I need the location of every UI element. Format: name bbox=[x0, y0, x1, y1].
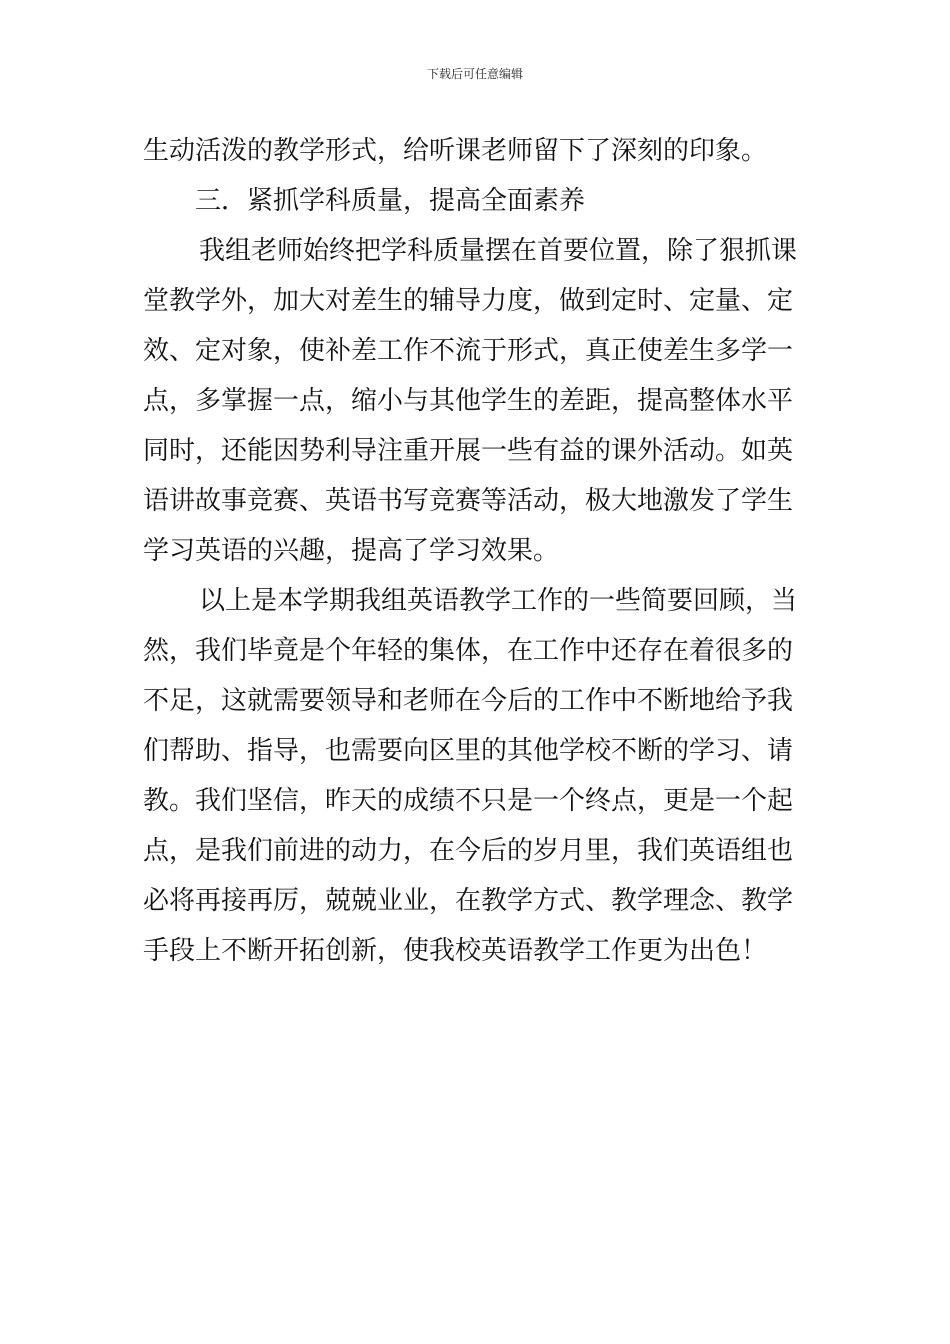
document-body bbox=[143, 126, 807, 976]
text-line: 教。我们坚信，昨天的成绩不只是一个终点，更是一个起 bbox=[143, 786, 794, 816]
text-line: 生动活泼的教学形式，给听课老师留下了深刻的印象。 bbox=[143, 136, 768, 166]
paragraph-quality bbox=[143, 226, 807, 576]
paragraph-continuation bbox=[143, 126, 807, 176]
text-line: 不足，这就需要领导和老师在今后的工作中不断地给予我 bbox=[143, 686, 794, 716]
text-line: 必将再接再厉，兢兢业业，在教学方式、教学理念、教学 bbox=[143, 886, 794, 916]
section-heading bbox=[143, 176, 807, 226]
paragraph-summary bbox=[143, 576, 807, 976]
text-line: 以上是本学期我组英语教学工作的一些简要回顾，当 bbox=[199, 586, 798, 616]
text-line: 们帮助、指导，也需要向区里的其他学校不断的学习、请 bbox=[143, 736, 794, 766]
text-line: 点，是我们前进的动力，在今后的岁月里，我们英语组也 bbox=[143, 836, 794, 866]
text-line: 学习英语的兴趣，提高了学习效果。 bbox=[143, 536, 560, 566]
page-header-note: 下载后可任意编辑 bbox=[426, 67, 523, 81]
text-line: 然，我们毕竟是个年轻的集体，在工作中还存在着很多的 bbox=[143, 636, 794, 666]
section-heading-text: 三．紧抓学科质量，提高全面素养 bbox=[195, 186, 586, 216]
text-line: 语讲故事竞赛、英语书写竞赛等活动，极大地激发了学生 bbox=[143, 486, 794, 516]
text-line: 手段上不断开拓创新，使我校英语教学工作更为出色！ bbox=[143, 936, 768, 966]
text-line: 点，多掌握一点，缩小与其他学生的差距，提高整体水平 bbox=[143, 386, 794, 416]
text-line: 我组老师始终把学科质量摆在首要位置，除了狠抓课 bbox=[199, 236, 798, 266]
text-line: 效、定对象，使补差工作不流于形式，真正使差生多学一 bbox=[143, 336, 794, 366]
text-line: 堂教学外，加大对差生的辅导力度，做到定时、定量、定 bbox=[143, 286, 794, 316]
text-line: 同时，还能因势利导注重开展一些有益的课外活动。如英 bbox=[143, 436, 794, 466]
